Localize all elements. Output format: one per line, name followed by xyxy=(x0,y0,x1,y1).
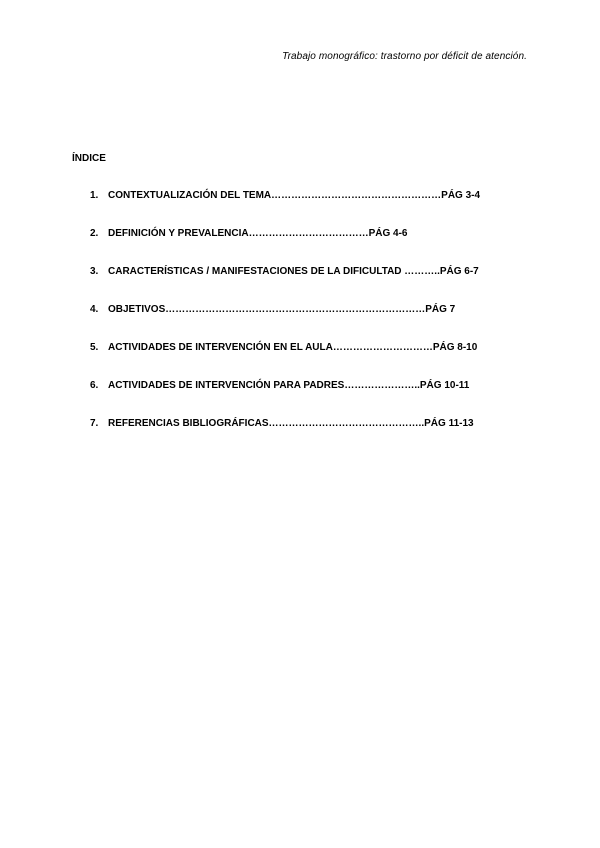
toc-item-number: 7. xyxy=(90,418,99,429)
toc-item-number: 1. xyxy=(90,190,99,201)
toc-item-number: 2. xyxy=(90,228,99,239)
toc-item-2 xyxy=(90,228,480,266)
toc-item-number: 3. xyxy=(90,266,99,277)
toc-item-text: DEFINICIÓN Y PREVALENCIA………………………………PÁG 4-6 xyxy=(108,228,408,239)
toc-item-3 xyxy=(90,266,480,304)
toc-item-text: CONTEXTUALIZACIÓN DEL TEMA……………………………………………PÁG 3-4 xyxy=(108,190,481,201)
toc-item-number: 6. xyxy=(90,380,99,391)
toc-item-1 xyxy=(90,190,480,228)
toc-item-6 xyxy=(90,380,480,418)
toc-item-text: REFERENCIAS BIBLIOGRÁFICAS………………………………………..PÁG 11-13 xyxy=(108,418,474,429)
toc-item-4 xyxy=(90,304,480,342)
toc-item-text: ACTIVIDADES DE INTERVENCIÓN EN EL AULA…………………………PÁG 8-10 xyxy=(108,342,478,353)
toc-item-text: ACTIVIDADES DE INTERVENCIÓN PARA PADRES…………………..PÁG 10-11 xyxy=(108,380,470,391)
toc-item-number: 4. xyxy=(90,304,99,315)
toc-item-text: CARACTERÍSTICAS / MANIFESTACIONES DE LA DIFICULTAD ………..PÁG 6-7 xyxy=(108,266,479,277)
table-of-contents xyxy=(90,190,480,456)
toc-item-5 xyxy=(90,342,480,380)
toc-heading: ÍNDICE xyxy=(72,153,106,164)
running-header: Trabajo monográfico: trastorno por déficit de atención. xyxy=(282,51,527,62)
toc-item-7 xyxy=(90,418,480,456)
toc-item-text: OBJETIVOS……………………………………………………………………PÁG 7 xyxy=(108,304,456,315)
toc-item-number: 5. xyxy=(90,342,99,353)
